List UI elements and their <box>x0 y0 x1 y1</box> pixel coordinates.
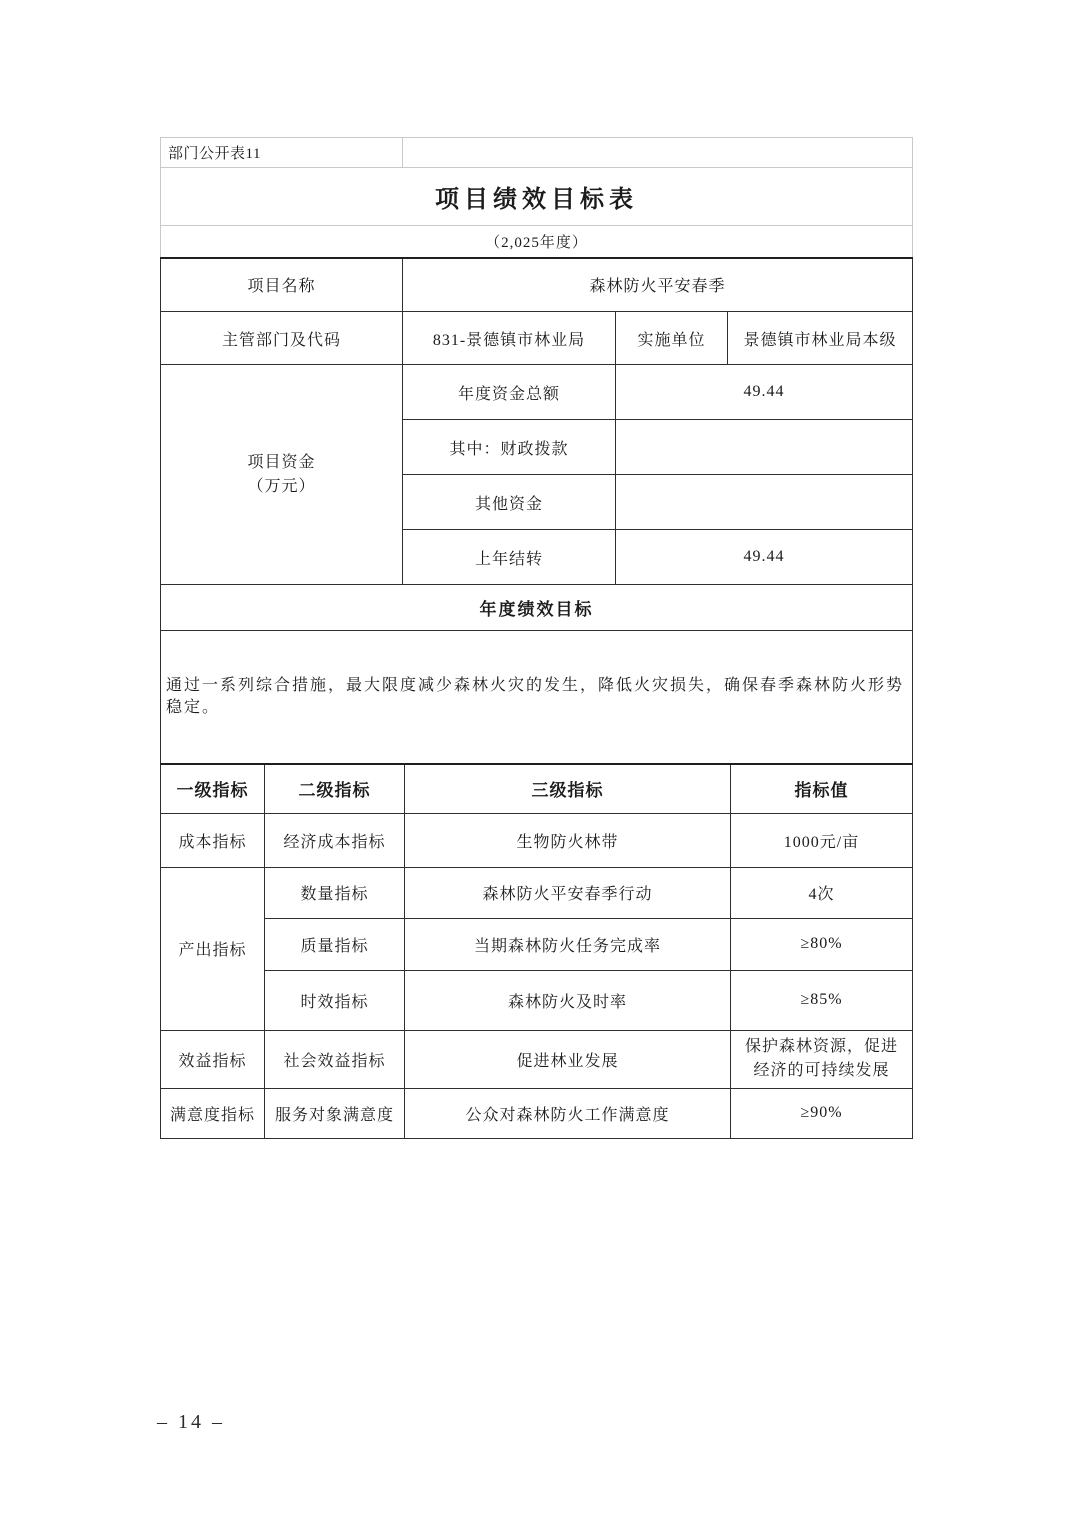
output-timeliness-value: ≥85% <box>731 970 913 1030</box>
project-name-row <box>161 258 913 312</box>
implementing-unit-label: 实施单位 <box>616 312 728 365</box>
output-l1: 产出指标 <box>161 867 265 1030</box>
output-quantity-value: 4次 <box>731 867 913 918</box>
annual-goal-text: 通过一系列综合措施，最大限度减少森林火灾的发生，降低火灾损失，确保春季森林防火形势稳定。 <box>161 631 913 764</box>
output-timeliness-l2: 时效指标 <box>265 970 405 1030</box>
funds-other-value <box>616 475 913 530</box>
benefit-l3: 促进林业发展 <box>405 1030 731 1088</box>
output-quantity-l3: 森林防火平安春季行动 <box>405 867 731 918</box>
subtitle-row <box>161 226 913 258</box>
cost-value: 1000元/亩 <box>731 813 913 867</box>
funds-row-annual-total <box>161 365 913 420</box>
cost-l1: 成本指标 <box>161 813 265 867</box>
cost-l2: 经济成本指标 <box>265 813 405 867</box>
satisfaction-l1: 满意度指标 <box>161 1088 265 1138</box>
department-code-value: 831-景德镇市林业局 <box>403 312 616 365</box>
output-timeliness-l3: 森林防火及时率 <box>405 970 731 1030</box>
implementing-unit-value: 景德镇市林业局本级 <box>728 312 913 365</box>
funds-label-line1: 项目资金 <box>247 453 316 471</box>
cost-l3: 生物防火林带 <box>405 813 731 867</box>
benefit-l2: 社会效益指标 <box>265 1030 405 1088</box>
satisfaction-l3: 公众对森林防火工作满意度 <box>405 1088 731 1138</box>
annual-goal-header-row <box>161 585 913 631</box>
indicator-row-output-quality <box>161 918 913 970</box>
project-performance-table-top <box>160 137 913 764</box>
indicator-row-cost <box>161 813 913 867</box>
funds-annual-total-label: 年度资金总额 <box>403 365 616 420</box>
form-tag: 部门公开表11 <box>161 138 403 168</box>
indicator-row-output-quantity <box>161 867 913 918</box>
header-level3: 三级指标 <box>405 764 731 813</box>
indicator-table <box>160 763 913 1139</box>
indicator-row-satisfaction <box>161 1088 913 1138</box>
output-quantity-l2: 数量指标 <box>265 867 405 918</box>
output-quality-value: ≥80% <box>731 918 913 970</box>
indicator-row-benefit <box>161 1030 913 1088</box>
benefit-l1: 效益指标 <box>161 1030 265 1088</box>
department-row <box>161 312 913 365</box>
form-tag-empty-cell <box>403 138 913 168</box>
header-value: 指标值 <box>731 764 913 813</box>
indicator-row-output-timeliness <box>161 970 913 1030</box>
form-tag-row <box>161 138 913 168</box>
satisfaction-value: ≥90% <box>731 1088 913 1138</box>
funds-fiscal-value <box>616 420 913 475</box>
annual-goal-text-row <box>161 631 913 764</box>
project-name-value: 森林防火平安春季 <box>403 258 913 312</box>
title-row <box>161 168 913 226</box>
page-number: – 14 – <box>157 1411 225 1433</box>
funds-annual-total-value: 49.44 <box>616 365 913 420</box>
department-label: 主管部门及代码 <box>161 312 403 365</box>
annual-goal-header: 年度绩效目标 <box>161 585 913 631</box>
benefit-value: 保护森林资源，促进经济的可持续发展 <box>731 1030 913 1088</box>
funds-label-line2: （万元） <box>247 477 316 495</box>
funds-carryover-label: 上年结转 <box>403 530 616 585</box>
funds-carryover-value: 49.44 <box>616 530 913 585</box>
funds-label <box>161 365 403 585</box>
satisfaction-l2: 服务对象满意度 <box>265 1088 405 1138</box>
output-quality-l2: 质量指标 <box>265 918 405 970</box>
header-level1: 一级指标 <box>161 764 265 813</box>
page-title: 项目绩效目标表 <box>161 168 913 226</box>
fiscal-year-subtitle: （2,025年度） <box>161 226 913 258</box>
project-name-label: 项目名称 <box>161 258 403 312</box>
funds-other-label: 其他资金 <box>403 475 616 530</box>
funds-fiscal-label: 其中：财政拨款 <box>403 420 616 475</box>
indicator-header-row <box>161 764 913 813</box>
header-level2: 二级指标 <box>265 764 405 813</box>
output-quality-l3: 当期森林防火任务完成率 <box>405 918 731 970</box>
